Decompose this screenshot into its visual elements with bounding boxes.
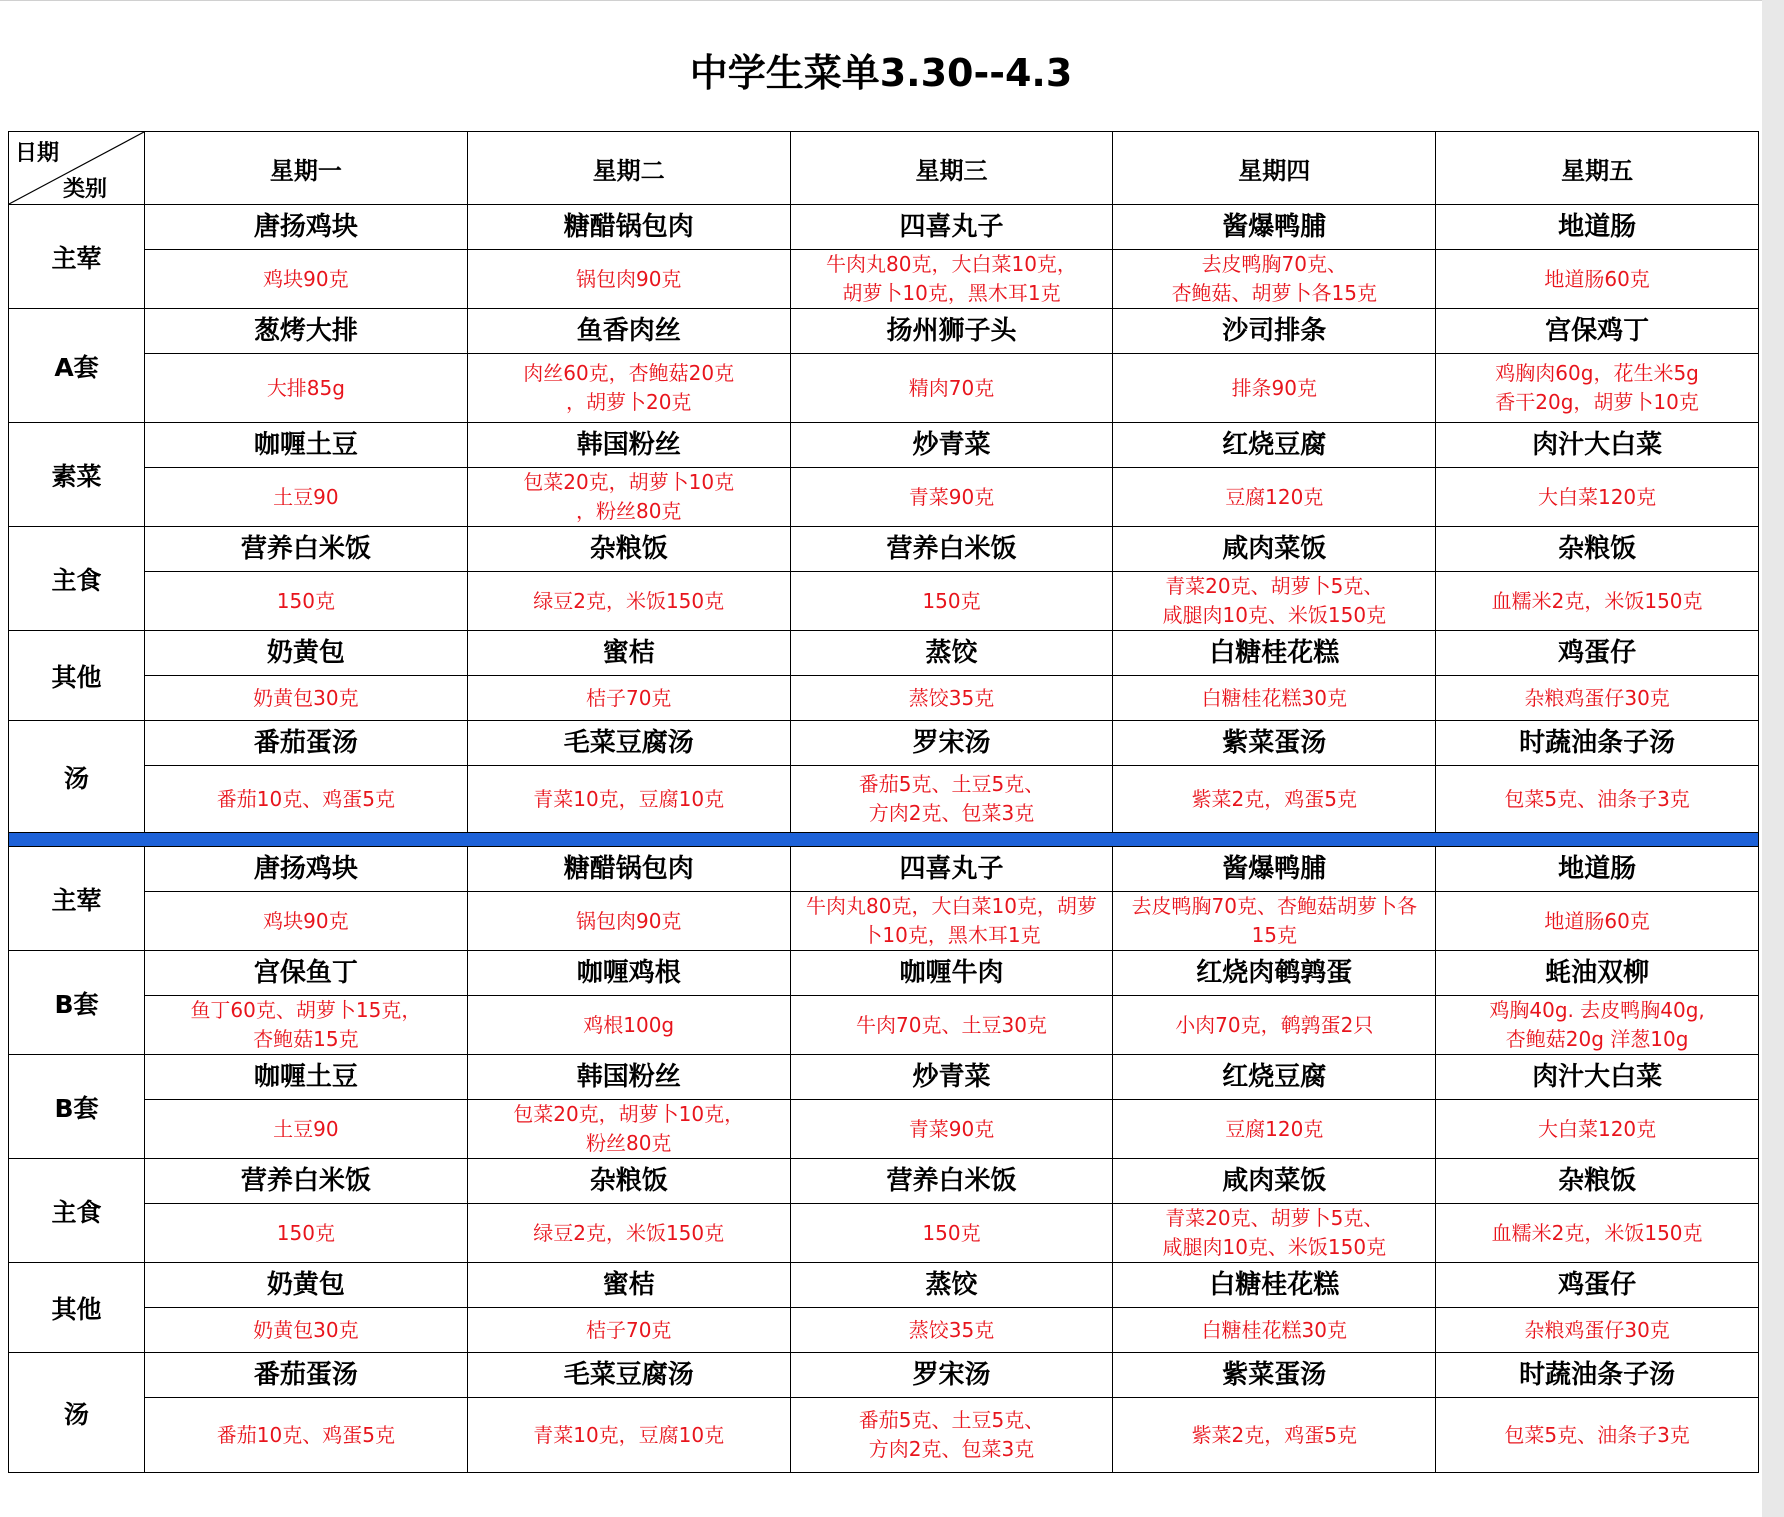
ingredient-text: 鸡块90克 bbox=[145, 892, 468, 951]
ingredient-text: 包菜20克，胡萝卜10克， 粉丝80克 bbox=[467, 1100, 790, 1159]
dish-name: 紫菜蛋汤 bbox=[1113, 1353, 1436, 1398]
ingredient-text: 小肉70克，鹌鹑蛋2只 bbox=[1113, 996, 1436, 1055]
ingredient-text: 番茄5克、土豆5克、 方肉2克、包菜3克 bbox=[790, 1398, 1113, 1473]
ingredient-text: 鸡根100g bbox=[467, 996, 790, 1055]
dish-name: 奶黄包 bbox=[145, 1263, 468, 1308]
dish-name: 紫菜蛋汤 bbox=[1113, 721, 1436, 766]
ingredient-text: 杂粮鸡蛋仔30克 bbox=[1436, 1308, 1759, 1353]
dish-name: 红烧豆腐 bbox=[1113, 1055, 1436, 1100]
dish-name: 韩国粉丝 bbox=[467, 423, 790, 468]
ingredient-row bbox=[9, 468, 1759, 527]
category-cell: 其他 bbox=[9, 631, 145, 721]
ingredient-row bbox=[9, 250, 1759, 309]
dish-row bbox=[9, 1263, 1759, 1308]
day-header: 星期二 bbox=[467, 132, 790, 205]
ingredient-text: 血糯米2克，米饭150克 bbox=[1436, 572, 1759, 631]
dish-name: 肉汁大白菜 bbox=[1436, 423, 1759, 468]
dish-name: 鱼香肉丝 bbox=[467, 309, 790, 354]
ingredient-text: 青菜90克 bbox=[790, 1100, 1113, 1159]
day-header: 星期三 bbox=[790, 132, 1113, 205]
dish-name: 唐扬鸡块 bbox=[145, 205, 468, 250]
ingredient-text: 大排85g bbox=[145, 354, 468, 423]
dish-name: 鸡蛋仔 bbox=[1436, 631, 1759, 676]
ingredient-text: 去皮鸭胸70克、杏鲍菇胡萝卜各 15克 bbox=[1113, 892, 1436, 951]
ingredient-text: 肉丝60克，杏鲍菇20克 ，胡萝卜20克 bbox=[467, 354, 790, 423]
dish-name: 杂粮饭 bbox=[1436, 1159, 1759, 1204]
dish-name: 肉汁大白菜 bbox=[1436, 1055, 1759, 1100]
dish-row bbox=[9, 721, 1759, 766]
dish-row bbox=[9, 1353, 1759, 1398]
dish-name: 营养白米饭 bbox=[145, 527, 468, 572]
ingredient-text: 豆腐120克 bbox=[1113, 468, 1436, 527]
ingredient-text: 青菜90克 bbox=[790, 468, 1113, 527]
dish-name: 毛菜豆腐汤 bbox=[467, 1353, 790, 1398]
dish-name: 咖喱鸡根 bbox=[467, 951, 790, 996]
ingredient-text: 土豆90 bbox=[145, 468, 468, 527]
ingredient-text: 青菜10克，豆腐10克 bbox=[467, 1398, 790, 1473]
dish-name: 罗宋汤 bbox=[790, 1353, 1113, 1398]
day-header: 星期四 bbox=[1113, 132, 1436, 205]
ingredient-text: 精肉70克 bbox=[790, 354, 1113, 423]
dish-name: 四喜丸子 bbox=[790, 205, 1113, 250]
ingredient-text: 奶黄包30克 bbox=[145, 676, 468, 721]
ingredient-text: 鸡块90克 bbox=[145, 250, 468, 309]
dish-row bbox=[9, 309, 1759, 354]
category-cell: 其他 bbox=[9, 1263, 145, 1353]
ingredient-text: 包菜5克、油条子3克 bbox=[1436, 1398, 1759, 1473]
ingredient-text: 牛肉70克、土豆30克 bbox=[790, 996, 1113, 1055]
dish-name: 咸肉菜饭 bbox=[1113, 1159, 1436, 1204]
ingredient-text: 锅包肉90克 bbox=[467, 250, 790, 309]
ingredient-text: 去皮鸭胸70克、 杏鲍菇、胡萝卜各15克 bbox=[1113, 250, 1436, 309]
ingredient-text: 番茄5克、土豆5克、 方肉2克、包菜3克 bbox=[790, 766, 1113, 833]
dish-name: 鸡蛋仔 bbox=[1436, 1263, 1759, 1308]
dish-name: 蒸饺 bbox=[790, 1263, 1113, 1308]
dish-row bbox=[9, 423, 1759, 468]
ingredient-row bbox=[9, 1308, 1759, 1353]
menu-table bbox=[8, 131, 1759, 1473]
dish-name: 炒青菜 bbox=[790, 423, 1113, 468]
dish-name: 时蔬油条子汤 bbox=[1436, 1353, 1759, 1398]
dish-name: 糖醋锅包肉 bbox=[467, 847, 790, 892]
ingredient-text: 青菜20克、胡萝卜5克、 咸腿肉10克、米饭150克 bbox=[1113, 1204, 1436, 1263]
dish-name: 葱烤大排 bbox=[145, 309, 468, 354]
ingredient-text: 鱼丁60克、胡萝卜15克， 杏鲍菇15克 bbox=[145, 996, 468, 1055]
ingredient-text: 番茄10克、鸡蛋5克 bbox=[145, 1398, 468, 1473]
ingredient-row bbox=[9, 1398, 1759, 1473]
dish-name: 宫保鸡丁 bbox=[1436, 309, 1759, 354]
header-row bbox=[9, 132, 1759, 205]
dish-row bbox=[9, 1159, 1759, 1204]
dish-name: 营养白米饭 bbox=[790, 527, 1113, 572]
category-cell: A套 bbox=[9, 309, 145, 423]
ingredient-text: 大白菜120克 bbox=[1436, 468, 1759, 527]
ingredient-text: 蒸饺35克 bbox=[790, 1308, 1113, 1353]
ingredient-text: 白糖桂花糕30克 bbox=[1113, 676, 1436, 721]
dish-name: 咖喱土豆 bbox=[145, 1055, 468, 1100]
dish-name: 时蔬油条子汤 bbox=[1436, 721, 1759, 766]
dish-name: 宫保鱼丁 bbox=[145, 951, 468, 996]
dish-row bbox=[9, 951, 1759, 996]
dish-name: 沙司排条 bbox=[1113, 309, 1436, 354]
day-header: 星期一 bbox=[145, 132, 468, 205]
section-separator-bar bbox=[9, 833, 1759, 847]
ingredient-text: 地道肠60克 bbox=[1436, 250, 1759, 309]
ingredient-text: 杂粮鸡蛋仔30克 bbox=[1436, 676, 1759, 721]
ingredient-text: 绿豆2克，米饭150克 bbox=[467, 1204, 790, 1263]
ingredient-text: 150克 bbox=[790, 1204, 1113, 1263]
dish-name: 四喜丸子 bbox=[790, 847, 1113, 892]
ingredient-text: 排条90克 bbox=[1113, 354, 1436, 423]
dish-name: 唐扬鸡块 bbox=[145, 847, 468, 892]
dish-name: 扬州狮子头 bbox=[790, 309, 1113, 354]
ingredient-text: 地道肠60克 bbox=[1436, 892, 1759, 951]
dish-name: 蒸饺 bbox=[790, 631, 1113, 676]
category-cell: 主荤 bbox=[9, 847, 145, 951]
category-cell: 主荤 bbox=[9, 205, 145, 309]
section-separator bbox=[9, 833, 1759, 847]
ingredient-text: 150克 bbox=[145, 572, 468, 631]
dish-name: 杂粮饭 bbox=[1436, 527, 1759, 572]
dish-name: 杂粮饭 bbox=[467, 527, 790, 572]
dish-name: 杂粮饭 bbox=[467, 1159, 790, 1204]
dish-row bbox=[9, 847, 1759, 892]
dish-name: 蜜桔 bbox=[467, 631, 790, 676]
category-cell: 素菜 bbox=[9, 423, 145, 527]
category-cell: 主食 bbox=[9, 1159, 145, 1263]
dish-name: 奶黄包 bbox=[145, 631, 468, 676]
dish-name: 韩国粉丝 bbox=[467, 1055, 790, 1100]
category-cell: B套 bbox=[9, 1055, 145, 1159]
right-margin-strip bbox=[1762, 0, 1784, 1517]
ingredient-text: 绿豆2克，米饭150克 bbox=[467, 572, 790, 631]
ingredient-row bbox=[9, 892, 1759, 951]
ingredient-row bbox=[9, 1100, 1759, 1159]
dish-name: 炒青菜 bbox=[790, 1055, 1113, 1100]
ingredient-row bbox=[9, 996, 1759, 1055]
dish-name: 地道肠 bbox=[1436, 205, 1759, 250]
ingredient-row bbox=[9, 354, 1759, 423]
ingredient-text: 豆腐120克 bbox=[1113, 1100, 1436, 1159]
ingredient-text: 桔子70克 bbox=[467, 1308, 790, 1353]
dish-name: 糖醋锅包肉 bbox=[467, 205, 790, 250]
dish-name: 白糖桂花糕 bbox=[1113, 631, 1436, 676]
date-label: 日期 bbox=[15, 141, 60, 166]
ingredient-text: 桔子70克 bbox=[467, 676, 790, 721]
ingredient-row bbox=[9, 766, 1759, 833]
dish-name: 毛菜豆腐汤 bbox=[467, 721, 790, 766]
dish-name: 营养白米饭 bbox=[790, 1159, 1113, 1204]
dish-name: 咖喱土豆 bbox=[145, 423, 468, 468]
dish-name: 红烧豆腐 bbox=[1113, 423, 1436, 468]
ingredient-text: 紫菜2克，鸡蛋5克 bbox=[1113, 766, 1436, 833]
ingredient-row bbox=[9, 1204, 1759, 1263]
dish-row bbox=[9, 631, 1759, 676]
category-cell: 主食 bbox=[9, 527, 145, 631]
dish-name: 红烧肉鹌鹑蛋 bbox=[1113, 951, 1436, 996]
ingredient-text: 蒸饺35克 bbox=[790, 676, 1113, 721]
ingredient-text: 150克 bbox=[145, 1204, 468, 1263]
dish-row bbox=[9, 205, 1759, 250]
dish-row bbox=[9, 527, 1759, 572]
dish-name: 蜜桔 bbox=[467, 1263, 790, 1308]
ingredient-text: 鸡胸肉60g，花生米5g 香干20g，胡萝卜10克 bbox=[1436, 354, 1759, 423]
top-border-line bbox=[0, 0, 1762, 1]
ingredient-row bbox=[9, 572, 1759, 631]
dish-row bbox=[9, 1055, 1759, 1100]
dish-name: 地道肠 bbox=[1436, 847, 1759, 892]
category-cell: 汤 bbox=[9, 721, 145, 833]
menu-title: 中学生菜单3.30--4.3 bbox=[689, 51, 1073, 95]
category-cell: 汤 bbox=[9, 1353, 145, 1473]
ingredient-text: 大白菜120克 bbox=[1436, 1100, 1759, 1159]
dish-name: 罗宋汤 bbox=[790, 721, 1113, 766]
ingredient-text: 紫菜2克，鸡蛋5克 bbox=[1113, 1398, 1436, 1473]
ingredient-text: 锅包肉90克 bbox=[467, 892, 790, 951]
category-label: 类别 bbox=[63, 177, 108, 202]
day-header: 星期五 bbox=[1436, 132, 1759, 205]
dish-name: 酱爆鸭脯 bbox=[1113, 847, 1436, 892]
dish-name: 营养白米饭 bbox=[145, 1159, 468, 1204]
ingredient-text: 青菜20克、胡萝卜5克、 咸腿肉10克、米饭150克 bbox=[1113, 572, 1436, 631]
dish-name: 咖喱牛肉 bbox=[790, 951, 1113, 996]
ingredient-text: 番茄10克、鸡蛋5克 bbox=[145, 766, 468, 833]
ingredient-text: 牛肉丸80克，大白菜10克， 胡萝卜10克，黑木耳1克 bbox=[790, 250, 1113, 309]
ingredient-text: 牛肉丸80克，大白菜10克，胡萝 卜10克，黑木耳1克 bbox=[790, 892, 1113, 951]
dish-name: 蚝油双柳 bbox=[1436, 951, 1759, 996]
ingredient-text: 包菜20克，胡萝卜10克 ，粉丝80克 bbox=[467, 468, 790, 527]
dish-name: 番茄蛋汤 bbox=[145, 721, 468, 766]
category-cell: B套 bbox=[9, 951, 145, 1055]
ingredient-text: 奶黄包30克 bbox=[145, 1308, 468, 1353]
ingredient-text: 土豆90 bbox=[145, 1100, 468, 1159]
ingredient-text: 包菜5克、油条子3克 bbox=[1436, 766, 1759, 833]
ingredient-text: 白糖桂花糕30克 bbox=[1113, 1308, 1436, 1353]
ingredient-text: 鸡胸40g. 去皮鸭胸40g, 杏鲍菇20g 洋葱10g bbox=[1436, 996, 1759, 1055]
diagonal-header-cell bbox=[9, 132, 145, 205]
dish-name: 番茄蛋汤 bbox=[145, 1353, 468, 1398]
dish-name: 咸肉菜饭 bbox=[1113, 527, 1436, 572]
ingredient-row bbox=[9, 676, 1759, 721]
ingredient-text: 青菜10克，豆腐10克 bbox=[467, 766, 790, 833]
dish-name: 酱爆鸭脯 bbox=[1113, 205, 1436, 250]
dish-name: 白糖桂花糕 bbox=[1113, 1263, 1436, 1308]
ingredient-text: 血糯米2克，米饭150克 bbox=[1436, 1204, 1759, 1263]
ingredient-text: 150克 bbox=[790, 572, 1113, 631]
